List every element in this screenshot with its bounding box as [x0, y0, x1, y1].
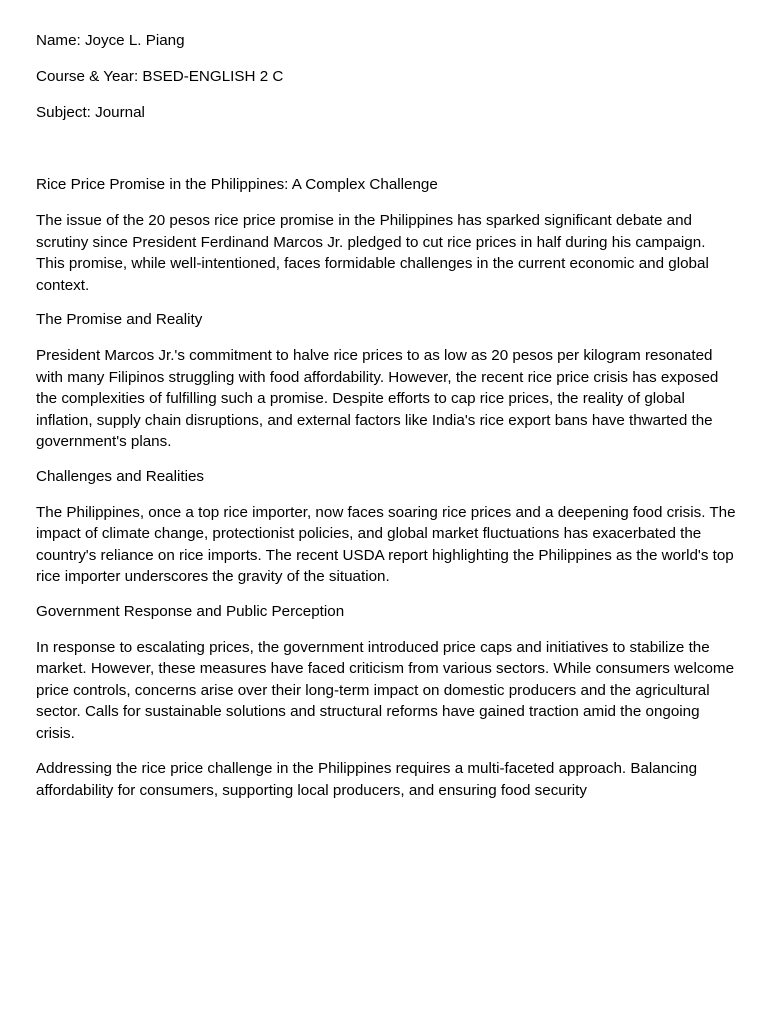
section-heading-challenges: Challenges and Realities — [36, 467, 205, 485]
subject: Subject: Journal — [36, 104, 145, 121]
course-year: Course & Year: BSED-ENGLISH 2 C — [36, 68, 284, 85]
intro-paragraph: The issue of the 20 pesos rice price promise in the Philippines has sparked significant debate and scrutiny since President Ferdinand Marcos Jr. pledged to cut rice prices in half during his campaign. This promise, while well-intentioned, faces formidable challenges in the current economic and global context. — [36, 212, 709, 294]
section-body-challenges: The Philippines, once a top rice importer, now faces soaring rice prices and a deepening food crisis. The impact of climate change, protectionist policies, and global market fluctuations has exacerbated the country's reliance on rice imports. The recent USDA report highlighting the Philippines as the world's top rice importer underscores the gravity of the situation. — [36, 503, 736, 585]
closing-paragraph: Addressing the rice price challenge in the Philippines requires a multi-faceted approach. Balancing affordability for consumers, supporting local producers, and ensuring food security — [36, 760, 698, 799]
section-body-government-response: In response to escalating prices, the government introduced price caps and initiatives to stabilize the market. However, these measures have faced criticism from various sectors. While consumers welcome price controls, concerns arise over their long-term impact on domestic producers and the agricultural sector. Calls for sustainable solutions and structural reforms have gained traction amid the ongoing crisis. — [36, 638, 735, 742]
section-body-promise-reality: President Marcos Jr.'s commitment to halve rice prices to as low as 20 pesos per kilogram resonated with many Filipinos struggling with food affordability. However, the recent rice price crisis has exposed the complexities of fulfilling such a promise. Despite efforts to cap rice prices, the reality of global inflation, supply chain disruptions, and external factors like India's rice export bans have thwarted the government's plans. — [36, 347, 719, 450]
section-heading-promise-reality: The Promise and Reality — [36, 311, 203, 328]
document-title: Rice Price Promise in the Philippines: A Complex Challenge — [36, 176, 438, 193]
student-name: Name: Joyce L. Piang — [36, 32, 185, 49]
section-heading-government-response: Government Response and Public Perception — [36, 602, 345, 620]
